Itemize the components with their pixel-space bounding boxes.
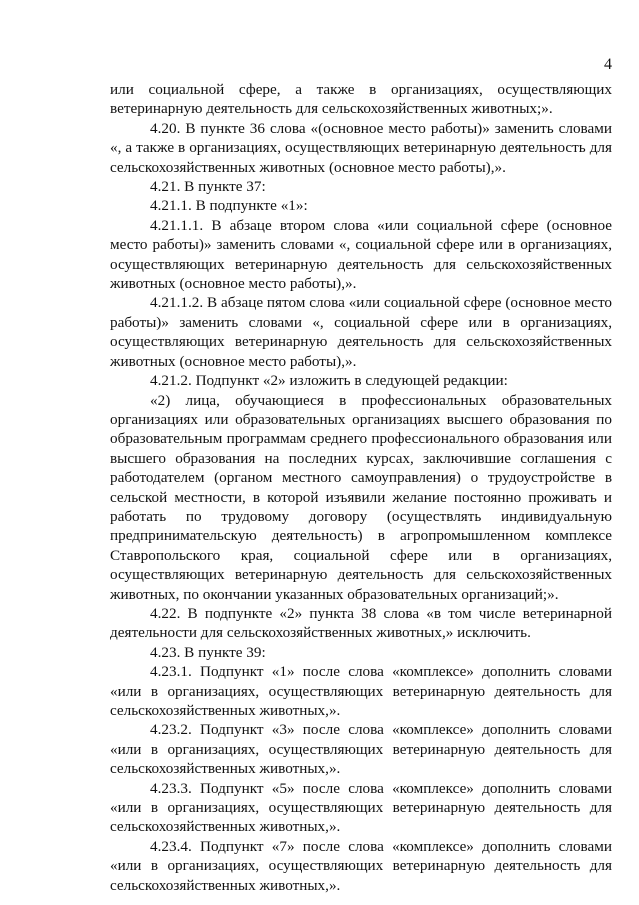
paragraph-4-20: 4.20. В пункте 36 слова «(основное место работы)» заменить словами «, а также в организациях, осуществляющих ветеринарную деятельность для сельскохозяйственных животных (основное место работы),». [110,119,612,176]
paragraph-4-21-1-1: 4.21.1.1. В абзаце втором слова «или социальной сфере (основное место работы)» заменить словами «, социальной сфере или в организациях, осуществляющих ветеринарную деятельность для сельскохозяйственных животных (основное место работы),». [110,216,612,293]
paragraph-4-21: 4.21. В пункте 37: [150,178,266,196]
paragraph-4-21-2: 4.21.2. Подпункт «2» изложить в следующей редакции: [150,372,508,390]
paragraph-4-23-3: 4.23.3. Подпункт «5» после слова «комплексе» дополнить словами «или в организациях, осуществляющих ветеринарную деятельность для сельскохозяйственных животных,». [110,779,612,836]
paragraph-4-21-1-2: 4.21.1.2. В абзаце пятом слова «или социальной сфере (основное место работы)» заменить словами «, социальной сфере или в организациях, осуществляющих ветеринарную деятельность для сельскохозяйственных животных (основное место работы),». [110,294,612,370]
paragraph-continuation: или социальной сфере, а также в организациях, осуществляющих ветеринарную деятельность для сельскохозяйственных животных;». [110,81,612,118]
paragraph-4-23: 4.23. В пункте 39: [150,643,266,661]
paragraph-4-23-4: 4.23.4. Подпункт «7» после слова «комплексе» дополнить словами «или в организациях, осуществляющих ветеринарную деятельность для сельскохозяйственных животных,». [110,837,612,894]
paragraph-4-23-1: 4.23.1. Подпункт «1» после слова «комплексе» дополнить словами «или в организациях, осуществляющих ветеринарную деятельность для сельскохозяйственных животных,». [110,663,612,719]
paragraph-4-23-2: 4.23.2. Подпункт «3» после слова «комплексе» дополнить словами «или в организациях, осуществляющих ветеринарную деятельность для сельскохозяйственных животных,». [110,721,612,778]
paragraph-4-22: 4.22. В подпункте «2» пункта 38 слова «в том числе ветеринарной деятельности для сельскохозяйственных животных,» исключить. [110,604,612,642]
paragraph-quoted-subpoint-2: «2) лица, обучающиеся в профессиональных образовательных организациях или образовательных организациях высшего образования по образовательным программам среднего профессионального образования или высшего образования на последних курсах, заключившие соглашения с работодателем (органом местного самоуправления) о трудоустройстве в сельской местности, в которой изъявили желание постоянно проживать и работать по трудовому договору (осуществлять индивидуальную предпринимательскую деятельность) в агропромышленном комплексе Ставропольского края, социальной сфере или в организациях, осуществляющих ветеринарную деятельность для сельскохозяйственных животных, по окончании указанных образовательных организаций;». [110,391,612,603]
paragraph-4-21-1: 4.21.1. В подпункте «1»: [150,197,308,215]
document-body [110,80,612,895]
page-number: 4 [604,56,612,73]
